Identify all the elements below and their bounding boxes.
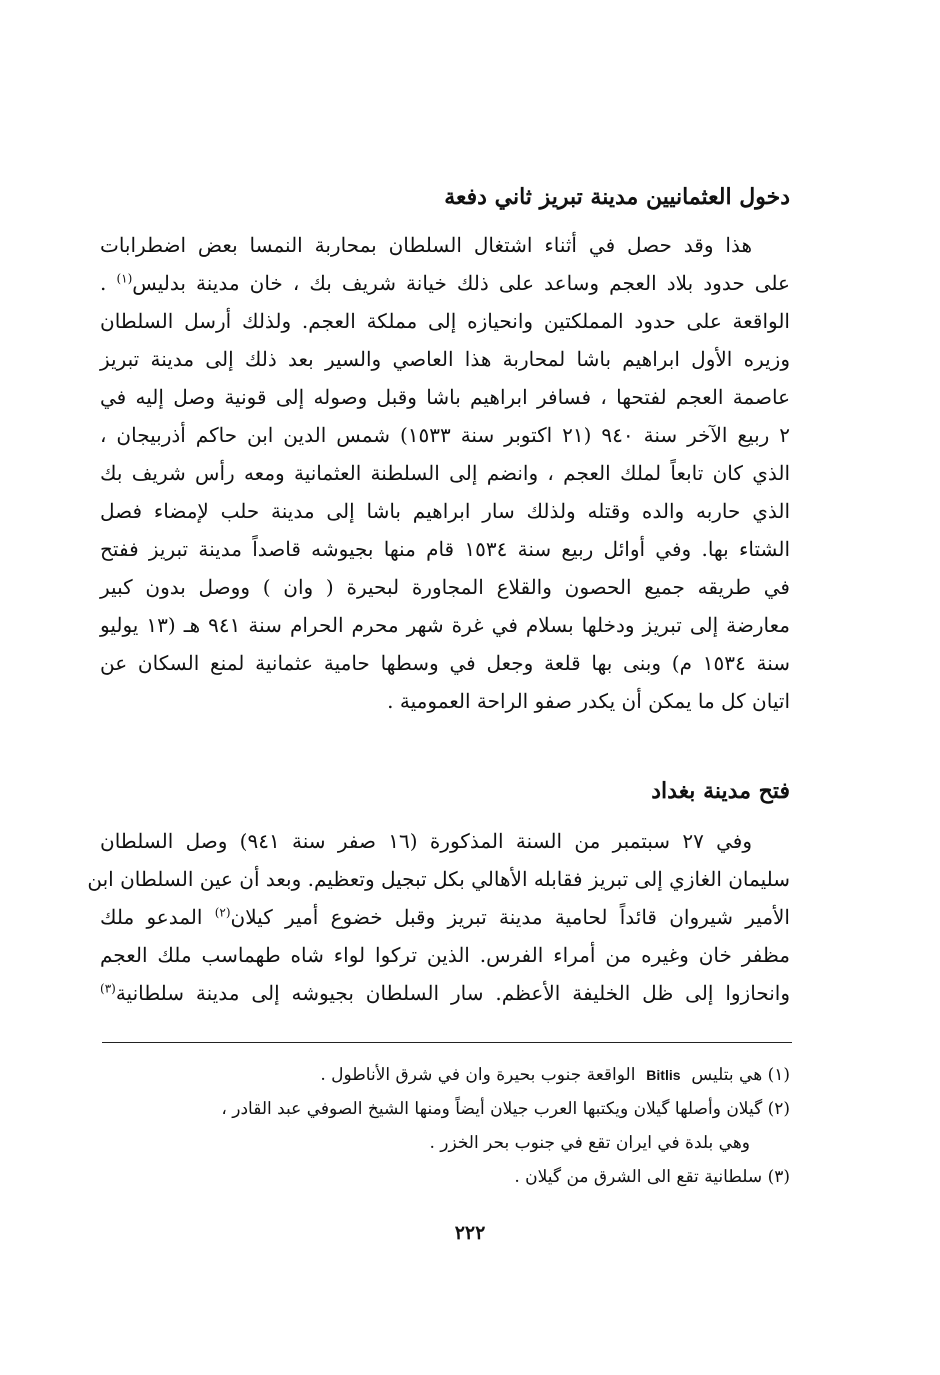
text-segment: المدعو ملك: [100, 905, 215, 929]
footnote-divider: [102, 1042, 792, 1043]
footnote-number: (٣): [767, 1167, 790, 1187]
footnote-text: سلطانية تقع الى الشرق من گيلان .: [514, 1167, 763, 1187]
paragraph-baghdad: [87, 822, 790, 1012]
section-baghdad: [100, 776, 790, 806]
text-line: الذي كان تابعاً لملك العجم ، وانضم إلى السلطنة العثمانية ومعه رأس شريف بك: [100, 461, 790, 485]
footnote-text: الواقعة جنوب بحيرة وان في شرق الأناطول .: [320, 1065, 636, 1085]
text-line: وزيره الأول ابراهيم باشا لمحاربة هذا العاصي والسير بعد ذلك إلى مدينة تبريز: [100, 347, 790, 371]
text-line: الذي حاربه والده وقتله ولذلك سار ابراهيم باشا إلى مدينة حلب لإمضاء فصل: [100, 499, 790, 523]
text-line: [100, 264, 790, 302]
text-line: وفي ٢٧ سبتمبر من السنة المذكورة (١٦ صفر سنة ٩٤١) وصل السلطان: [100, 829, 753, 853]
section-tabriz: [100, 182, 790, 212]
page-number: ٢٢٢: [454, 1222, 486, 1244]
footnote-2: [100, 1092, 790, 1126]
text-line: [100, 898, 790, 936]
section-heading-baghdad: فتح مدينة بغداد: [651, 778, 790, 804]
footnote-1: [100, 1058, 790, 1092]
text-line: اتيان كل ما يمكن أن يكدر صفو الراحة العمومية .: [387, 689, 790, 713]
footnote-text: هي بتليس: [691, 1065, 763, 1085]
footnote-text: گيلان وأصلها گيلان ويكتبها العرب جيلان أيضاً ومنها الشيخ الصوفي عبد القادر ،: [221, 1099, 763, 1119]
section-heading-tabriz: دخول العثمانيين مدينة تبريز ثاني دفعة: [444, 184, 790, 210]
text-line: في طريقه جميع الحصون والقلاع المجاورة لبحيرة ( وان ) ووصل بدون كبير: [100, 575, 790, 599]
text-segment: على حدود بلاد العجم وساعد على ذلك خيانة شريف بك ، خان مدينة بدليس: [132, 271, 790, 295]
footnote-3: [100, 1160, 790, 1194]
text-line: الواقعة على حدود المملكتين وانحيازه إلى مملكة العجم. ولذلك أرسل السلطان: [100, 309, 790, 333]
footnote-ref: (١): [116, 271, 133, 286]
footnote-ref: (٢): [214, 905, 231, 920]
text-line: سليمان الغازي إلى تبريز فقابله الأهالي بكل تبجيل وتعظيم. وبعد أن عين السلطان ابن: [87, 867, 790, 891]
text-line: هذا وقد حصل في أثناء اشتغال السلطان بمحاربة النمسا بعض اضطرابات: [100, 233, 753, 257]
text-line: ٢ ربيع الآخر سنة ٩٤٠ (٢١ اكتوبر سنة ١٥٣٣) شمس الدين ابن حاكم أذربيجان ،: [100, 423, 790, 447]
text-line: معارضة إلى تبريز ودخلها بسلام في غرة شهر محرم الحرام سنة ٩٤١ هـ (١٣ يوليو: [100, 613, 790, 637]
footnote-latin: Bitlis: [646, 1067, 681, 1083]
text-segment: .: [100, 271, 117, 295]
text-line: [100, 974, 790, 1012]
footnote-ref: (٣): [100, 981, 116, 996]
text-segment: وانحازوا إلى ظل الخليفة الأعظم. سار السلطان بجيوشه إلى مدينة سلطانية: [115, 981, 790, 1005]
footnote-number: (٢): [767, 1099, 790, 1119]
text-line: مظفر خان وغيره من أمراء الفرس. الذين تركوا لواء شاه طهماسب ملك العجم: [100, 943, 790, 967]
footnote-number: (١): [767, 1065, 790, 1085]
text-line: عاصمة العجم لفتحها ، فسافر ابراهيم باشا وقبل وصوله إلى قونية وصل إليه في: [100, 385, 790, 409]
footnotes: [100, 1058, 790, 1194]
footnote-2-continued: وهي بلدة في ايران تقع في جنوب بحر الخزر .: [429, 1133, 750, 1153]
text-line: الشتاء بها. وفي أوائل ربيع سنة ١٥٣٤ قام منها بجيوشه قاصداً مدينة تبريز ففتح: [100, 537, 790, 561]
text-segment: الأمير شيروان قائداً لحامية مدينة تبريز وقبل خضوع أمير كيلان: [230, 905, 790, 929]
paragraph-tabriz: [100, 226, 790, 720]
text-line: سنة ١٥٣٤ م) وبنى بها قلعة وجعل في وسطها حامية عثمانية لمنع السكان عن: [100, 651, 790, 675]
